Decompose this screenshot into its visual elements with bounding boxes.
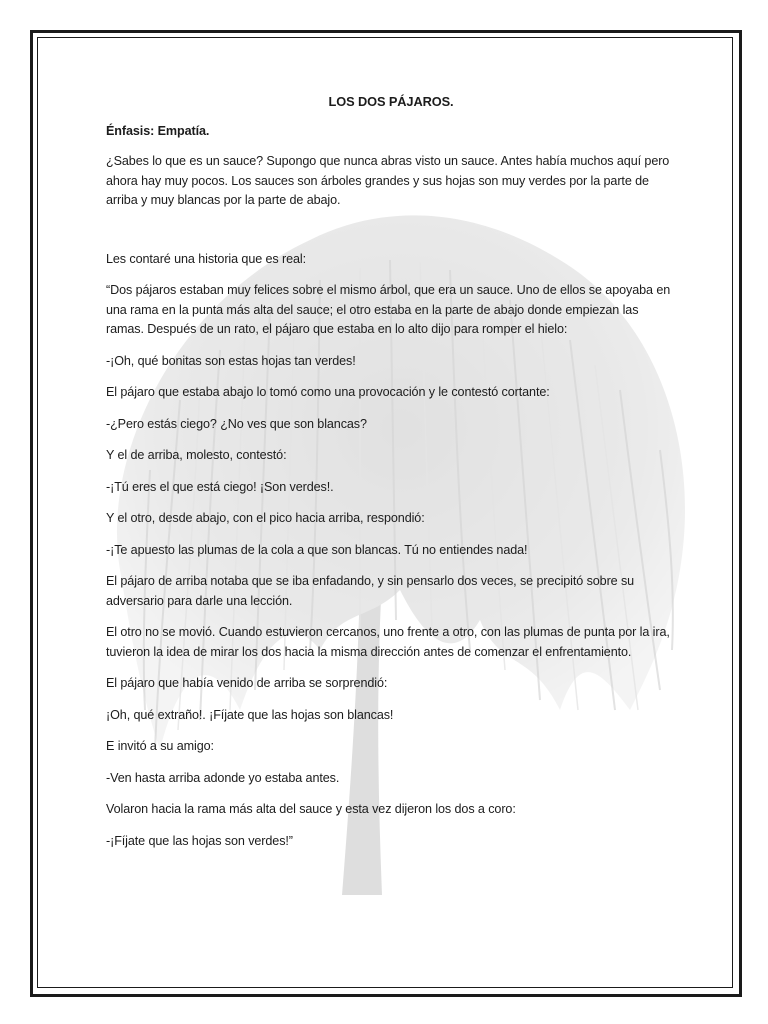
- story-paragraph: -¡Oh, qué bonitas son estas hojas tan verdes!: [106, 353, 356, 368]
- story-paragraph: -¡Fíjate que las hojas son verdes!”: [106, 833, 293, 848]
- document-body: [106, 92, 676, 863]
- story-paragraph: Volaron hacia la rama más alta del sauce y esta vez dijeron los dos a coro:: [106, 802, 516, 816]
- story-paragraph: E invitó a su amigo:: [106, 739, 214, 753]
- story-paragraph: El pájaro que estaba abajo lo tomó como una provocación y le contestó cortante:: [106, 385, 550, 399]
- story-paragraph: -¿Pero estás ciego? ¿No ves que son blancas?: [106, 416, 367, 431]
- story-paragraph: -Ven hasta arriba adonde yo estaba antes.: [106, 770, 340, 785]
- blank-space: [106, 223, 676, 250]
- story-paragraph: El pájaro de arriba notaba que se iba enfadando, y sin pensarlo dos veces, se precipitó sobre su adversario para darle una lección.: [106, 574, 635, 608]
- story-paragraph: -¡Tú eres el que está ciego! ¡Son verdes!.: [106, 479, 334, 494]
- emphasis-line: Énfasis: Empatía.: [106, 123, 210, 138]
- story-paragraph: Les contaré una historia que es real:: [106, 251, 307, 266]
- story-paragraph: ¡Oh, qué extraño!. ¡Fíjate que las hojas son blancas!: [106, 707, 394, 722]
- story-paragraph: El otro no se movió. Cuando estuvieron cercanos, uno frente a otro, con las plumas de punta por la ira, tuvieron la idea de mirar los dos hacia la misma dirección antes de comenzar el enfrentamiento.: [106, 625, 670, 659]
- story-paragraph: El pájaro que había venido de arriba se sorprendió:: [106, 676, 388, 690]
- story-paragraph: -¡Te apuesto las plumas de la cola a que son blancas. Tú no entiendes nada!: [106, 542, 528, 557]
- story-paragraph: Y el otro, desde abajo, con el pico hacia arriba, respondió:: [106, 511, 425, 525]
- document-title: LOS DOS PÁJAROS.: [328, 94, 454, 109]
- story-paragraph: “Dos pájaros estaban muy felices sobre el mismo árbol, que era un sauce. Uno de ellos se apoyaba en una rama en la punta más alta del sauce; el otro estaba en la parte de abajo donde empiezan las ramas. Después de un rato, el pájaro que estaba en lo alto dijo para romper el hielo:: [106, 283, 671, 336]
- story-paragraph: Y el de arriba, molesto, contestó:: [106, 448, 287, 462]
- intro-paragraph: ¿Sabes lo que es un sauce? Supongo que nunca abras visto un sauce. Antes había muchos aquí pero ahora hay muy pocos. Los sauces son árboles grandes y sus hojas son muy verdes por la parte de arriba y muy blancas por la parte de abajo.: [106, 154, 670, 207]
